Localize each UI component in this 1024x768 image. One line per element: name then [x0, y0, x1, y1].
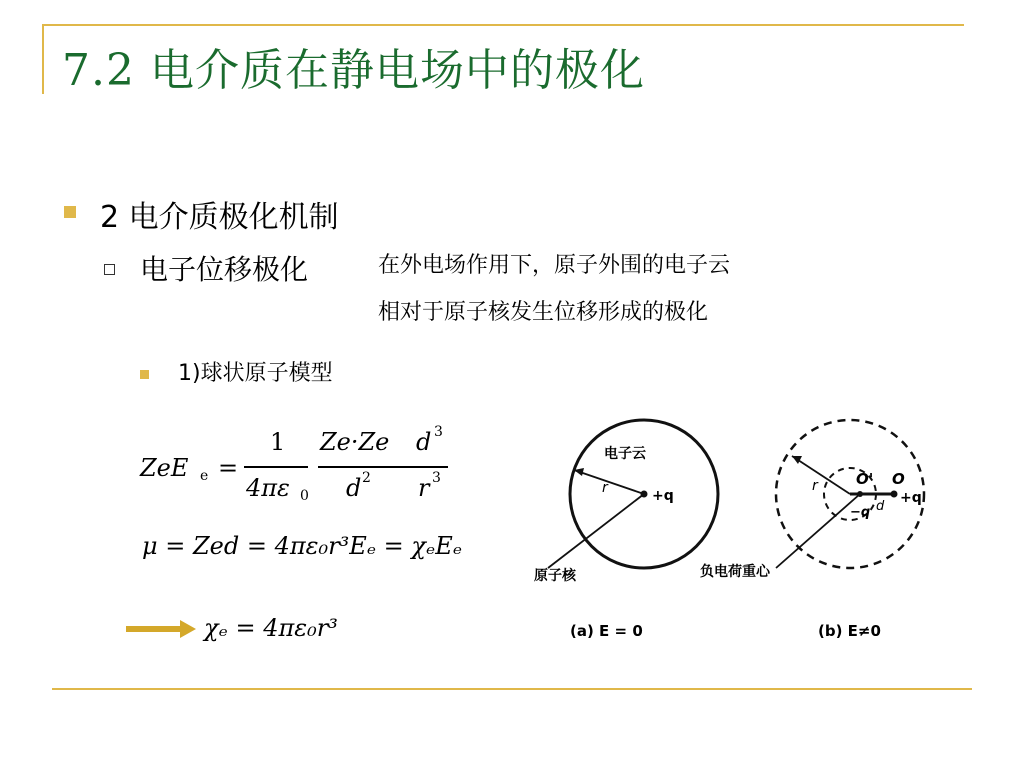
- page-title: 7.2 电介质在静电场中的极化: [62, 45, 645, 96]
- formula-1-num3-sup: 3: [434, 424, 443, 440]
- bullet-marker-small: [140, 370, 149, 379]
- fraction-bar-3: [412, 466, 448, 468]
- label-radius-a: r: [602, 480, 608, 496]
- formula-3: χₑ = 4πε₀r³: [204, 614, 338, 642]
- formula-1-num1: 1: [270, 428, 286, 456]
- formula-1-den3-sup: 3: [432, 470, 441, 486]
- model-heading: 1)球状原子模型: [178, 361, 333, 386]
- formula-1-lhs: ZeE: [140, 454, 189, 482]
- label-nucleus: 原子核: [534, 568, 576, 584]
- bullet-marker: [64, 206, 76, 218]
- sub-bullet-marker: [104, 264, 115, 275]
- sub-bullet-label: 电子位移极化: [140, 253, 309, 286]
- label-negative-charge: −q: [850, 505, 871, 520]
- caption-b: (b) E≠0: [818, 622, 881, 640]
- formula-1-eq: =: [218, 454, 239, 482]
- label-negative-charge-center: 负电荷重心: [700, 564, 770, 580]
- top-rule: [42, 24, 964, 26]
- bottom-rule: [52, 688, 972, 690]
- formula-1: [140, 424, 460, 514]
- right-arrow-icon: [126, 618, 198, 640]
- label-O: O: [892, 470, 905, 488]
- label-positive-charge-b: +q: [900, 490, 922, 506]
- atom-diagram-b: [700, 412, 940, 642]
- fraction-bar-1: [244, 466, 308, 468]
- formula-1-num2: Ze·Ze: [320, 428, 390, 456]
- formula-2: μ = Zed = 4πε₀r³Eₑ = χₑEₑ: [142, 532, 463, 560]
- formula-1-den2: d: [346, 474, 362, 502]
- formula-1-den2-sup: 2: [362, 470, 371, 486]
- fraction-bar-2: [318, 466, 412, 468]
- label-positive-charge-a: +q: [652, 488, 674, 504]
- formula-1-lhs-sub: e: [200, 468, 209, 484]
- formula-1-den1-sub: 0: [300, 488, 309, 504]
- description-line-2: 相对于原子核发生位移形成的极化: [378, 300, 709, 325]
- caption-a: (a) E = 0: [570, 622, 643, 640]
- formula-1-den1: 4πε: [246, 474, 290, 502]
- label-electron-cloud: 电子云: [604, 446, 646, 462]
- description-line-1: 在外电场作用下，原子外围的电子云: [378, 253, 731, 278]
- formula-1-num3: d: [416, 428, 432, 456]
- label-radius-b: r: [812, 478, 818, 494]
- label-O-prime: O': [856, 470, 874, 488]
- left-rule: [42, 24, 44, 94]
- bullet-heading: 2 电介质极化机制: [100, 200, 339, 235]
- label-displacement-d: d: [876, 499, 885, 514]
- formula-1-den3: r: [418, 474, 430, 502]
